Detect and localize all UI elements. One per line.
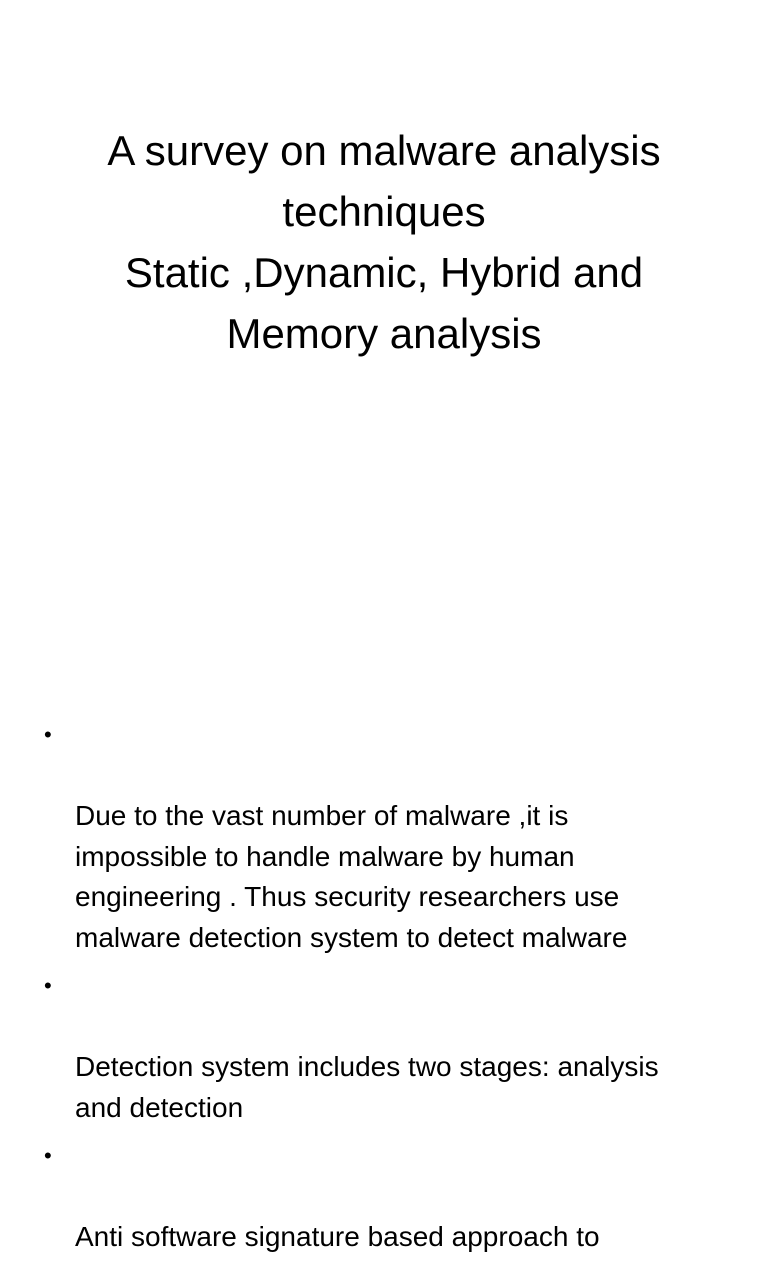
bullet-icon: • bbox=[44, 973, 52, 998]
bullet-text: Due to the vast number of malware ,it is impossible to handle malware by human engineering . Thus security researchers use malware detection system to detect malware bbox=[75, 800, 628, 953]
bullet-list bbox=[44, 715, 744, 1266]
bullet-icon: • bbox=[44, 1143, 52, 1168]
bullet-item bbox=[44, 966, 744, 1128]
bullet-item bbox=[44, 1136, 744, 1258]
bullet-slide bbox=[0, 680, 768, 1252]
slide-title: A survey on malware analysis techniques Static ,Dynamic, Hybrid and Memory analysis bbox=[107, 127, 661, 357]
bullet-icon: • bbox=[44, 722, 52, 747]
bullet-text: Anti software signature based approach to bbox=[75, 1221, 600, 1252]
bullet-item bbox=[44, 715, 744, 958]
bullet-text: Detection system includes two stages: analysis and detection bbox=[75, 1051, 659, 1123]
